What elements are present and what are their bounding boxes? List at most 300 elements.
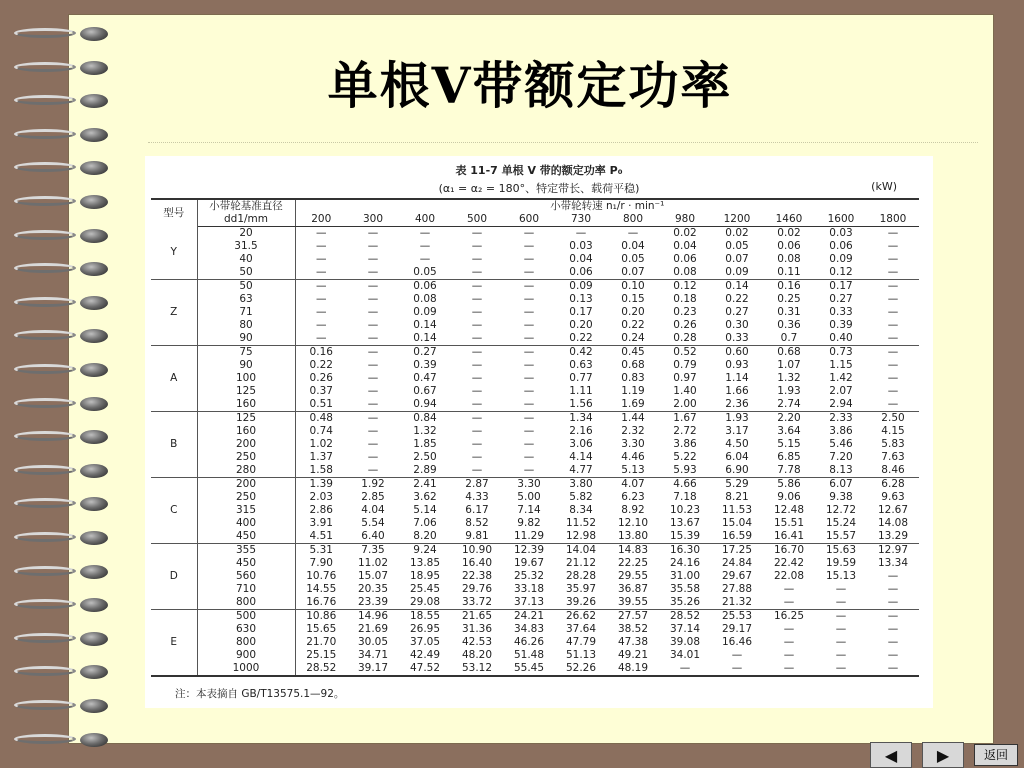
power-cell: 0.20 [569, 319, 593, 331]
power-cell: 9.24 [399, 544, 451, 558]
power-cell: 17.25 [711, 544, 763, 558]
power-cell: 14.83 [607, 544, 659, 558]
power-cell: 0.16 [295, 346, 347, 360]
power-cell: 0.47 [413, 372, 437, 384]
power-cell: 0.36 [777, 319, 801, 331]
back-button[interactable]: 返回 [974, 744, 1018, 766]
power-cell: 11.52 [565, 517, 597, 529]
power-cell: 19.59 [825, 557, 857, 569]
power-cell: — [471, 227, 483, 239]
power-cell: 12.10 [617, 517, 649, 529]
power-cell: 31.36 [461, 623, 493, 635]
diameter-cell: 63 [197, 293, 295, 306]
power-cell: 0.09 [555, 280, 607, 294]
power-cell: 0.48 [295, 412, 347, 426]
power-cell: 0.33 [829, 306, 853, 318]
power-cell: 0.30 [725, 319, 749, 331]
power-cell: — [347, 280, 399, 294]
power-cell: 15.57 [825, 530, 857, 542]
power-cell: 9.81 [465, 530, 489, 542]
power-cell: — [523, 464, 535, 476]
table-row [151, 557, 919, 570]
power-cell: — [523, 240, 535, 252]
power-cell: 21.32 [721, 596, 753, 608]
power-cell: 0.25 [777, 293, 801, 305]
power-cell: — [316, 227, 327, 239]
power-cell: 16.40 [461, 557, 493, 569]
power-cell: 24.84 [721, 557, 753, 569]
power-cell: 8.34 [569, 504, 593, 516]
belt-type-cell: Y [151, 227, 197, 280]
table-row [151, 623, 919, 636]
power-cell: 18.55 [399, 610, 451, 624]
power-cell: — [867, 662, 919, 676]
power-cell: 12.39 [503, 544, 555, 558]
table-row [151, 491, 919, 504]
power-cell: — [887, 583, 899, 595]
power-cell: 4.66 [659, 478, 711, 492]
diameter-cell: 710 [197, 583, 295, 596]
power-cell: — [471, 464, 483, 476]
power-cell: 8.46 [881, 464, 905, 476]
diameter-cell: 80 [197, 319, 295, 332]
power-cell: 21.65 [451, 610, 503, 624]
power-cell: 5.93 [673, 464, 697, 476]
power-cell: — [523, 425, 535, 437]
power-cell: 4.50 [725, 438, 749, 450]
power-cell: 1.32 [413, 425, 437, 437]
table-row [151, 319, 919, 332]
power-cell: 0.17 [569, 306, 593, 318]
power-cell: 2.87 [451, 478, 503, 492]
power-cell: — [367, 306, 379, 318]
power-cell: 47.38 [617, 636, 649, 648]
power-cell: — [316, 319, 327, 331]
binder-ring [14, 463, 110, 479]
power-cell: 0.06 [399, 280, 451, 294]
power-cell: — [887, 306, 899, 318]
power-cell: — [887, 385, 899, 397]
power-cell: 46.26 [513, 636, 545, 648]
power-cell: 7.18 [673, 491, 697, 503]
diameter-cell: 800 [197, 636, 295, 649]
power-cell: 29.17 [721, 623, 753, 635]
power-cell: 5.46 [829, 438, 853, 450]
power-cell: — [523, 385, 535, 397]
power-cell: 24.21 [503, 610, 555, 624]
power-cell: 39.55 [617, 596, 649, 608]
power-cell: 6.28 [867, 478, 919, 492]
power-cell: — [451, 412, 503, 426]
power-cell: 1.93 [777, 385, 801, 397]
power-cell: 15.13 [825, 570, 857, 582]
power-cell: 7.78 [777, 464, 801, 476]
diameter-cell: 315 [197, 504, 295, 517]
type-header: 型号 [151, 199, 197, 227]
power-cell: 0.20 [621, 306, 645, 318]
power-cell: 14.08 [877, 517, 909, 529]
power-cell: 8.52 [465, 517, 489, 529]
power-cell: 12.98 [565, 530, 597, 542]
power-cell: — [471, 332, 483, 344]
power-cell: — [783, 583, 795, 595]
table-row [151, 266, 919, 280]
power-cell: 0.68 [621, 359, 645, 371]
power-cell: 1.42 [829, 372, 853, 384]
power-cell: 6.40 [361, 530, 385, 542]
power-cell: 16.76 [306, 596, 337, 608]
power-cell: 1.56 [569, 398, 593, 410]
power-cell: — [367, 438, 379, 450]
power-cell: 22.42 [773, 557, 805, 569]
power-cell: 1.34 [555, 412, 607, 426]
power-cell: — [867, 610, 919, 624]
power-cell: 29.67 [721, 570, 753, 582]
power-cell: 16.25 [763, 610, 815, 624]
prev-button[interactable] [870, 742, 912, 768]
power-cell: 3.91 [309, 517, 333, 529]
power-cell: 0.22 [725, 293, 749, 305]
speed-column-header: 1460 [763, 213, 815, 227]
power-cell: 2.50 [413, 451, 437, 463]
power-cell: — [316, 306, 327, 318]
power-cell: 4.46 [621, 451, 645, 463]
power-cell: 48.19 [607, 662, 659, 676]
power-cell: 42.49 [409, 649, 441, 661]
power-cell: 0.12 [829, 266, 853, 278]
power-cell: 5.83 [881, 438, 905, 450]
power-cell: 8.21 [725, 491, 749, 503]
power-cell: — [451, 280, 503, 294]
binder-spine [0, 0, 68, 768]
power-cell: 0.03 [569, 240, 593, 252]
power-cell: 12.72 [825, 504, 857, 516]
power-cell: — [367, 332, 379, 344]
power-cell: — [763, 662, 815, 676]
power-cell: 0.05 [621, 253, 645, 265]
power-cell: 23.39 [357, 596, 389, 608]
power-cell: 3.80 [555, 478, 607, 492]
power-cell: 3.17 [725, 425, 749, 437]
power-cell: 0.39 [413, 359, 437, 371]
speed-column-header: 730 [555, 213, 607, 227]
power-cell: 2.20 [763, 412, 815, 426]
power-cell: 0.02 [673, 227, 697, 239]
table-row [151, 253, 919, 266]
power-cell: 6.23 [621, 491, 645, 503]
power-cell: 15.51 [773, 517, 805, 529]
power-cell: 2.16 [569, 425, 593, 437]
power-cell: 1.40 [673, 385, 697, 397]
power-cell: — [419, 227, 431, 239]
power-cell: — [523, 253, 535, 265]
power-cell: — [627, 227, 639, 239]
binder-ring [14, 194, 110, 210]
power-cell: 2.85 [361, 491, 385, 503]
power-cell: 2.89 [413, 464, 437, 476]
power-cell: 25.53 [711, 610, 763, 624]
power-cell: — [523, 227, 535, 239]
diameter-cell: 200 [197, 478, 295, 492]
power-cell: 34.01 [669, 649, 701, 661]
power-cell: — [471, 266, 483, 278]
power-cell: — [523, 451, 535, 463]
power-cell: 1.67 [659, 412, 711, 426]
power-cell: 48.20 [461, 649, 493, 661]
power-cell: — [471, 293, 483, 305]
diameter-cell: 450 [197, 530, 295, 544]
power-cell: 25.15 [306, 649, 337, 661]
power-cell: 5.13 [621, 464, 645, 476]
power-cell: 14.55 [306, 583, 337, 595]
power-cell: 13.34 [877, 557, 909, 569]
power-cell: 3.06 [569, 438, 593, 450]
power-cell: — [523, 266, 535, 278]
power-cell: — [347, 412, 399, 426]
power-cell: 27.57 [607, 610, 659, 624]
speed-column-header: 1200 [711, 213, 763, 227]
diameter-cell: 630 [197, 623, 295, 636]
power-cell: 0.05 [413, 266, 437, 278]
table-unit: (kW) [871, 180, 897, 193]
table-row [151, 596, 919, 610]
power-cell: 8.20 [413, 530, 437, 542]
power-cell: 19.67 [513, 557, 545, 569]
power-cell: 27.88 [721, 583, 753, 595]
power-cell: — [523, 319, 535, 331]
power-cell: 24.16 [669, 557, 701, 569]
power-cell: — [367, 266, 379, 278]
power-cell: — [367, 398, 379, 410]
diameter-cell: 250 [197, 491, 295, 504]
power-cell: — [503, 280, 555, 294]
power-cell: — [867, 346, 919, 360]
power-cell: 11.29 [513, 530, 545, 542]
power-cell: — [887, 570, 899, 582]
table-row [151, 649, 919, 662]
diameter-cell: 50 [197, 266, 295, 280]
power-cell: 5.15 [777, 438, 801, 450]
power-cell: 6.90 [725, 464, 749, 476]
power-cell: 5.86 [763, 478, 815, 492]
power-cell: — [471, 359, 483, 371]
power-cell: 1.93 [711, 412, 763, 426]
table-caption: 表 11-7 单根 V 带的额定功率 P₀ [455, 164, 623, 177]
binder-ring [14, 261, 110, 277]
diameter-header: 小带轮基准直径 [197, 199, 295, 213]
power-cell: — [316, 240, 327, 252]
diameter-cell: 40 [197, 253, 295, 266]
power-cell: — [867, 280, 919, 294]
power-cell: 25.45 [409, 583, 441, 595]
power-cell: — [659, 662, 711, 676]
power-cell: 34.83 [513, 623, 545, 635]
power-cell: 5.29 [711, 478, 763, 492]
table-row [151, 385, 919, 398]
power-cell: 29.76 [461, 583, 493, 595]
diameter-cell: 160 [197, 425, 295, 438]
power-cell: 0.79 [673, 359, 697, 371]
power-cell: — [367, 227, 379, 239]
power-cell: 16.59 [721, 530, 753, 542]
power-cell: 0.27 [829, 293, 853, 305]
power-cell: 6.17 [465, 504, 489, 516]
power-cell: 36.87 [617, 583, 649, 595]
power-cell: 0.12 [659, 280, 711, 294]
power-cell: 30.05 [357, 636, 389, 648]
power-cell: — [523, 332, 535, 344]
power-cell: — [471, 240, 483, 252]
power-cell: — [419, 240, 431, 252]
speed-column-header: 980 [659, 213, 711, 227]
power-cell: 0.94 [413, 398, 437, 410]
scanned-table-image [145, 156, 933, 708]
power-cell: 0.24 [621, 332, 645, 344]
diameter-cell: 50 [197, 280, 295, 294]
belt-type-cell: Z [151, 280, 197, 346]
diameter-unit-header: dd1/mm [197, 213, 295, 227]
binder-ring [14, 496, 110, 512]
power-cell: 28.52 [295, 662, 347, 676]
power-cell: — [523, 359, 535, 371]
power-cell: 22.38 [461, 570, 493, 582]
power-cell: 4.33 [465, 491, 489, 503]
power-cell: 15.24 [825, 517, 857, 529]
power-cell: 0.14 [711, 280, 763, 294]
power-cell: 0.04 [621, 240, 645, 252]
power-cell: — [367, 372, 379, 384]
power-cell: 0.45 [607, 346, 659, 360]
power-cell: 12.97 [867, 544, 919, 558]
power-cell: 7.35 [347, 544, 399, 558]
table-row [151, 636, 919, 649]
speed-column-header: 200 [295, 213, 347, 227]
power-cell: 0.63 [569, 359, 593, 371]
binder-ring [14, 362, 110, 378]
power-cell: 1.15 [829, 359, 853, 371]
diameter-cell: 1000 [197, 662, 295, 676]
power-cell: 2.36 [725, 398, 749, 410]
diameter-cell: 31.5 [197, 240, 295, 253]
power-cell: — [523, 372, 535, 384]
power-cell: 8.13 [829, 464, 853, 476]
power-cell: 6.04 [725, 451, 749, 463]
power-cell: 1.92 [347, 478, 399, 492]
power-cell: 2.50 [867, 412, 919, 426]
power-cell: 5.14 [413, 504, 437, 516]
power-cell: — [835, 596, 847, 608]
power-cell: 22.08 [773, 570, 805, 582]
power-cell: 51.48 [513, 649, 545, 661]
power-cell: — [887, 359, 899, 371]
power-cell: 0.77 [569, 372, 593, 384]
power-cell: — [887, 649, 899, 661]
power-cell: 0.06 [777, 240, 801, 252]
power-cell: 0.60 [711, 346, 763, 360]
power-cell: 0.18 [673, 293, 697, 305]
diameter-cell: 71 [197, 306, 295, 319]
power-cell: 2.03 [309, 491, 333, 503]
speed-column-header: 1600 [815, 213, 867, 227]
power-cell: 0.13 [569, 293, 593, 305]
power-cell: 2.07 [829, 385, 853, 397]
power-cell: 3.64 [777, 425, 801, 437]
power-cell: 1.14 [725, 372, 749, 384]
belt-type-cell: D [151, 544, 197, 610]
power-cell: 2.33 [815, 412, 867, 426]
power-cell: 3.30 [621, 438, 645, 450]
power-cell: 0.16 [763, 280, 815, 294]
power-cell: 15.07 [357, 570, 389, 582]
diameter-cell: 90 [197, 359, 295, 372]
power-cell: 1.37 [309, 451, 333, 463]
power-cell: 29.08 [409, 596, 441, 608]
power-cell: 28.28 [565, 570, 597, 582]
power-cell: 21.69 [357, 623, 389, 635]
power-cell: — [471, 425, 483, 437]
table-row [151, 306, 919, 319]
diameter-cell: 560 [197, 570, 295, 583]
power-cell: — [887, 227, 899, 239]
power-cell: — [523, 438, 535, 450]
power-cell: 2.41 [399, 478, 451, 492]
power-cell: 0.51 [309, 398, 333, 410]
power-cell: 1.19 [621, 385, 645, 397]
power-cell: — [887, 319, 899, 331]
power-cell: 0.04 [673, 240, 697, 252]
power-cell: 13.85 [409, 557, 441, 569]
power-cell: 0.09 [413, 306, 437, 318]
speed-column-header: 500 [451, 213, 503, 227]
power-cell: — [295, 280, 347, 294]
power-cell: 7.14 [517, 504, 541, 516]
power-cell: 33.72 [461, 596, 493, 608]
power-cell: — [815, 610, 867, 624]
power-cell: 21.70 [306, 636, 337, 648]
power-cell: 35.97 [565, 583, 597, 595]
belt-type-cell: A [151, 346, 197, 412]
power-cell: 16.30 [659, 544, 711, 558]
table-row [151, 504, 919, 517]
power-cell: — [523, 398, 535, 410]
power-cell: 1.85 [413, 438, 437, 450]
power-cell: 4.15 [881, 425, 905, 437]
table-row [151, 451, 919, 464]
power-cell: 0.05 [725, 240, 749, 252]
power-cell: 5.82 [569, 491, 593, 503]
power-cell: 4.04 [361, 504, 385, 516]
power-cell: — [367, 385, 379, 397]
power-cell: 39.26 [565, 596, 597, 608]
binder-ring [14, 26, 110, 42]
table-row [151, 412, 919, 426]
diameter-cell: 160 [197, 398, 295, 412]
power-cell: — [575, 227, 587, 239]
power-cell: 22.25 [617, 557, 649, 569]
power-cell: — [887, 398, 899, 410]
diameter-cell: 900 [197, 649, 295, 662]
power-cell: — [316, 332, 327, 344]
binder-ring [14, 295, 110, 311]
binder-ring [14, 732, 110, 748]
power-cell: 39.17 [347, 662, 399, 676]
title-divider [148, 142, 978, 143]
table-row [151, 478, 919, 492]
power-cell: 0.02 [777, 227, 801, 239]
next-button[interactable] [922, 742, 964, 768]
power-cell: 13.67 [669, 517, 701, 529]
power-cell: — [815, 662, 867, 676]
